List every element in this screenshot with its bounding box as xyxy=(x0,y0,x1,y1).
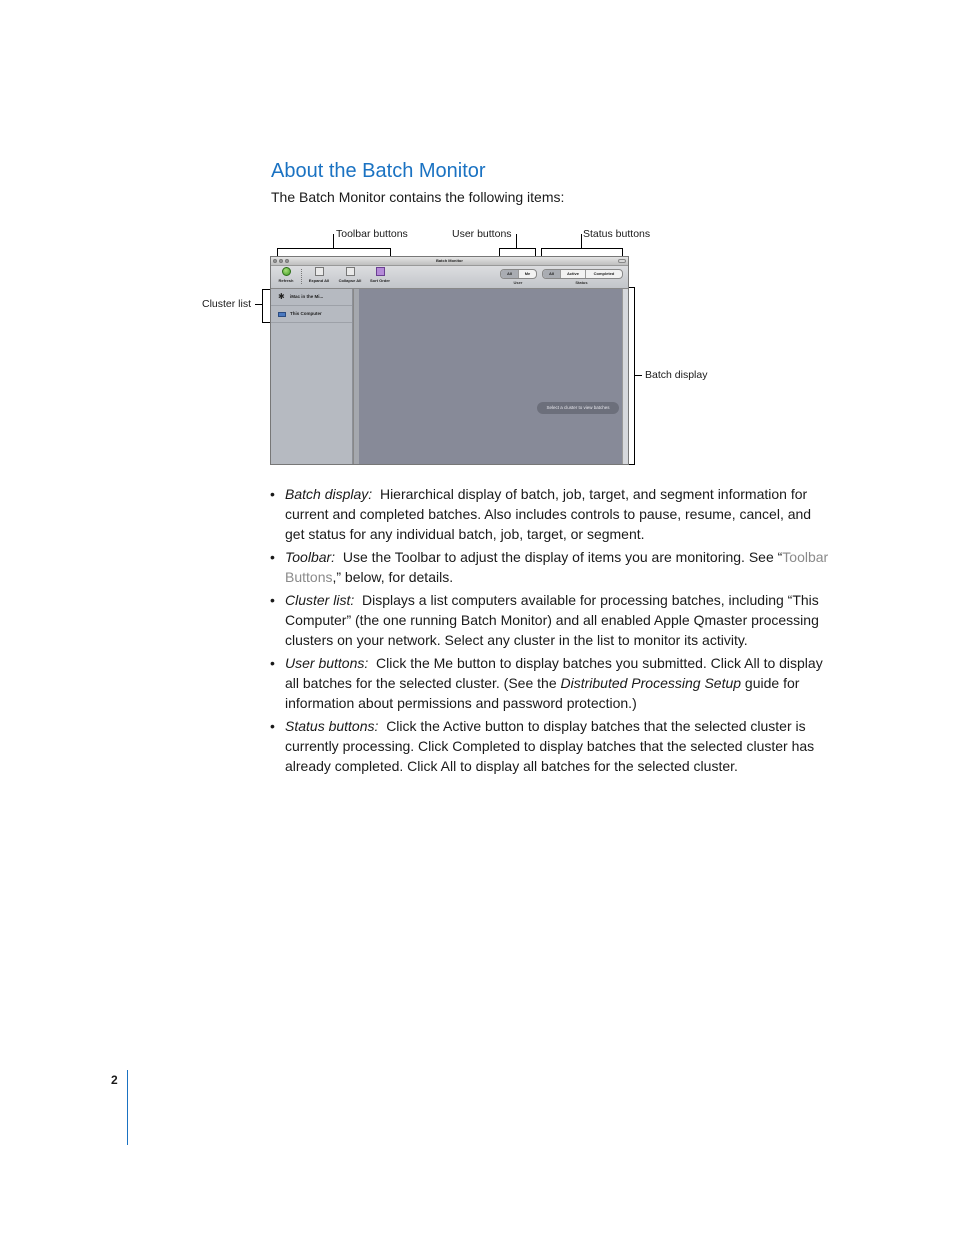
bullet-glyph: • xyxy=(270,718,275,734)
toolbar-separator xyxy=(301,269,302,284)
refresh-button[interactable] xyxy=(275,267,297,283)
toolbar-buttons-link[interactable]: Toolbar Buttons xyxy=(285,549,829,585)
list-item xyxy=(270,590,830,650)
cluster-item-label: iMac in the Mi... xyxy=(290,294,324,299)
cluster-list xyxy=(271,289,353,464)
list-item xyxy=(270,484,830,544)
intro-text: The Batch Monitor contains the following items: xyxy=(271,189,565,205)
cluster-item[interactable] xyxy=(271,289,352,306)
cluster-item-label: This Computer xyxy=(290,311,322,316)
list-item-text-tail: guide for information about permissions and password protection.) xyxy=(285,675,800,711)
bullet-glyph: • xyxy=(270,655,275,671)
toolbar-bracket xyxy=(277,248,391,256)
refresh-icon xyxy=(282,267,291,276)
toolbar-toggle-button[interactable] xyxy=(618,259,626,263)
user-leader xyxy=(516,234,517,248)
user-me-button[interactable]: Me xyxy=(524,271,531,276)
status-completed-button[interactable]: Completed xyxy=(593,271,615,276)
cluster-bracket xyxy=(262,289,270,323)
window-titlebar xyxy=(271,257,628,266)
list-item-term: User buttons: xyxy=(285,655,369,671)
status-group-label: Status xyxy=(575,280,588,285)
expand-all-label: Expand All xyxy=(308,278,330,283)
list-item-term: Batch display: xyxy=(285,486,373,502)
bullet-glyph: • xyxy=(270,486,275,502)
toolbar xyxy=(271,266,628,289)
cluster-icon: ✱ xyxy=(278,292,285,301)
callout-user-buttons: User buttons xyxy=(452,228,512,240)
batch-monitor-figure xyxy=(0,0,954,480)
callout-status-buttons: Status buttons xyxy=(583,228,651,240)
status-buttons xyxy=(542,269,623,279)
status-bracket xyxy=(541,248,623,256)
batch-leader xyxy=(634,375,642,376)
batch-monitor-window xyxy=(270,256,629,465)
list-item-text-tail: ,” below, for details. xyxy=(332,569,454,585)
list-item-term: Toolbar: xyxy=(285,549,336,565)
status-leader xyxy=(581,234,582,248)
list-item-text: Hierarchical display of batch, job, target, and segment information for current and completed batches. Also includes controls to pause, resume, cancel, and get status for any individual batch, job, target, or segment. xyxy=(285,486,812,542)
status-active-button[interactable]: Active xyxy=(561,270,586,278)
list-item-term: Cluster list: xyxy=(285,592,355,608)
empty-state-hint: Select a cluster to view batches xyxy=(537,402,619,414)
callout-batch-display: Batch display xyxy=(645,369,708,381)
list-item-text: Use the Toolbar to adjust the display of items you are monitoring. See “ xyxy=(342,549,783,565)
cluster-item[interactable] xyxy=(271,306,352,323)
page-margin-rule xyxy=(127,1070,128,1145)
section-heading: About the Batch Monitor xyxy=(271,160,486,182)
bullet-glyph: • xyxy=(270,592,275,608)
cluster-leader xyxy=(255,304,262,305)
item-list xyxy=(270,484,830,779)
status-all-button[interactable]: All xyxy=(543,270,561,278)
computer-icon xyxy=(278,312,286,317)
sort-order-button[interactable] xyxy=(367,267,393,283)
close-window-button[interactable] xyxy=(273,259,277,263)
window-title: Batch Monitor xyxy=(436,258,463,263)
callout-toolbar-buttons: Toolbar buttons xyxy=(336,228,408,240)
collapse-all-icon xyxy=(346,267,355,276)
list-item-text: Click the Me button to display batches you submitted. Click All to display all batches for the selected cluster. (See the xyxy=(285,655,823,691)
expand-all-button[interactable] xyxy=(305,267,333,283)
expand-all-icon xyxy=(315,267,324,276)
batch-display xyxy=(359,289,622,464)
minimize-window-button[interactable] xyxy=(279,259,283,263)
list-item xyxy=(270,653,830,713)
callout-cluster-list: Cluster list xyxy=(202,298,252,310)
user-group-label: User xyxy=(513,280,523,285)
collapse-all-button[interactable] xyxy=(335,267,365,283)
user-all-button[interactable]: All xyxy=(501,270,519,278)
toolbar-leader xyxy=(333,234,334,248)
list-item xyxy=(270,547,830,587)
list-item-text: Click the Active button to display batches that the selected cluster is currently processing. Click Completed to display batches that the selected cluster has already completed. Click All to display all batches for the selected cluster. xyxy=(285,718,815,774)
zoom-window-button[interactable] xyxy=(285,259,289,263)
bullet-glyph: • xyxy=(270,549,275,565)
collapse-all-label: Collapse All xyxy=(338,278,362,283)
list-item-text: Displays a list computers available for processing batches, including “This Computer” (the one running Batch Monitor) and all enabled Apple Qmaster processing clusters on your network. Select any cluster in the list to monitor its activity. xyxy=(285,592,819,648)
refresh-label: Refresh xyxy=(278,278,294,283)
vertical-scrollbar[interactable] xyxy=(622,289,628,464)
user-buttons xyxy=(500,269,537,279)
sort-order-icon xyxy=(376,267,385,276)
guide-title: Distributed Processing Setup xyxy=(560,675,742,691)
list-item-term: Status buttons: xyxy=(285,718,379,734)
list-item xyxy=(270,716,830,776)
page-number: 2 xyxy=(111,1073,118,1087)
user-bracket xyxy=(499,248,536,256)
sort-order-label: Sort Order xyxy=(369,278,390,283)
